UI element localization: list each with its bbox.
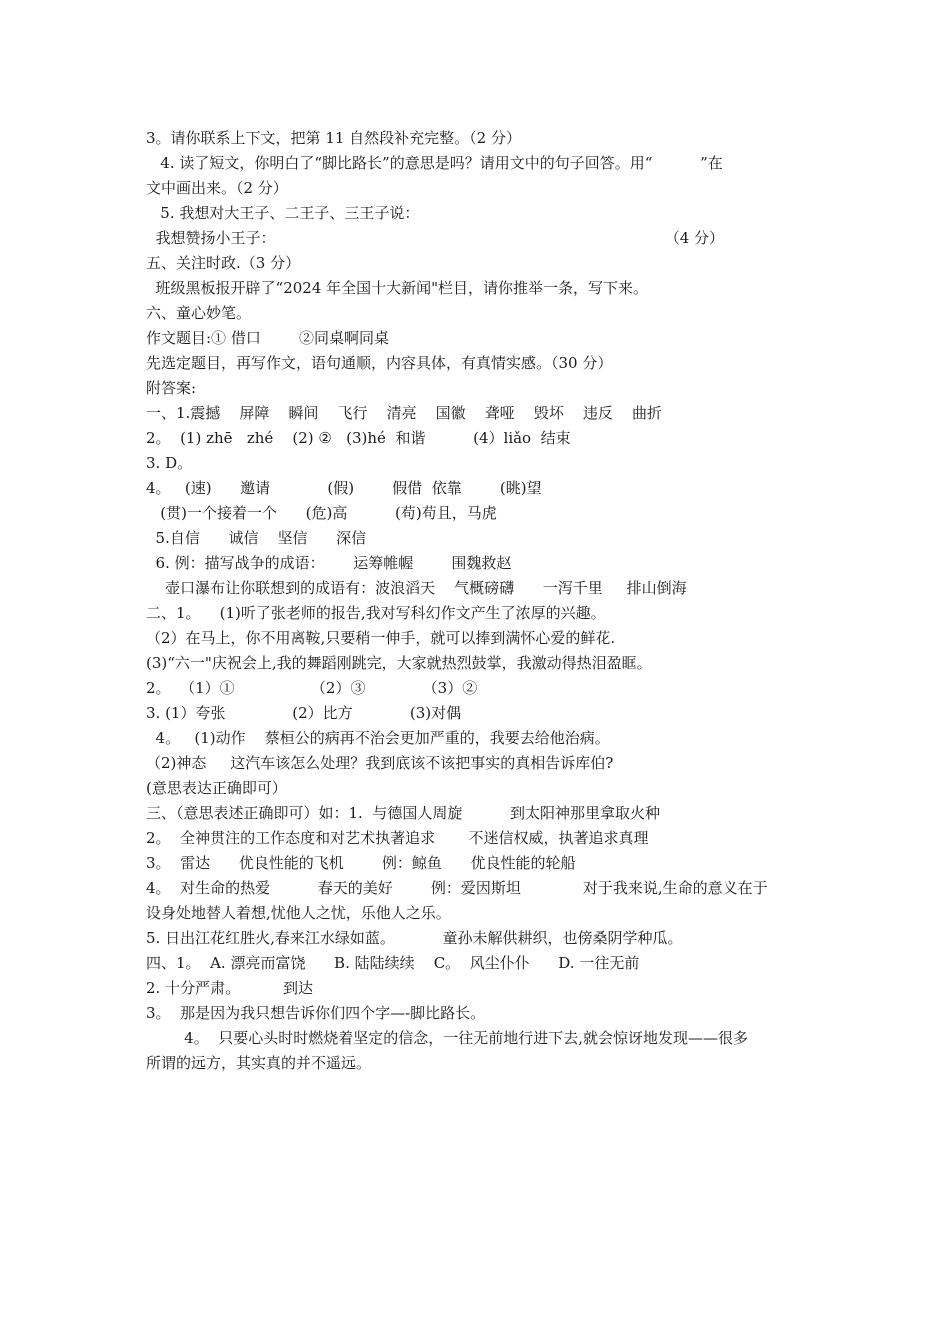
answer-line: 所谓的远方，其实真的并不遥远。 [146, 1054, 372, 1072]
answer-line: 3。 那是因为我只想告诉你们四个字—-脚比路长。 [146, 1004, 486, 1022]
essay-topics: 作文题目:① 借口 ②同桌啊同桌 [146, 329, 389, 347]
answer-line: 6. 例：描写战争的成语： 运筹帷幄 围魏救赵 [146, 554, 512, 572]
answer-line: 三、（意思表述正确即可）如：1. 与德国人周旋 到太阳神那里拿取火种 [146, 804, 661, 822]
answer-line: 2. 十分严肃。 到达 [146, 979, 313, 997]
answer-line: 3. (1）夸张 (2）比方 (3)对偶 [146, 704, 462, 722]
answer-line: 2。 （1）① （2）③ （3）② [146, 679, 478, 697]
answer-line: 2。 (1) zhē zhé (2) ② (3)hé 和谐 (4）liǎo 结束 [146, 429, 571, 447]
answer-line: （2）在马上，你不用离鞍,只要稍一伸手，就可以捧到满怀心爱的鲜花. [146, 629, 616, 647]
answer-line: 设身处地替人着想,忧他人之忧，乐他人之乐。 [146, 904, 451, 922]
answer-line: 3. D。 [146, 454, 193, 472]
answer-line: 4。 只要心头时时燃烧着坚定的信念，一往无前地行进下去,就会惊讶地发现——很多 [146, 1029, 748, 1047]
answer-line: 5. 日出江花红胜火,春来江水绿如蓝。 童孙未解供耕织，也傍桑阴学种瓜。 [146, 929, 683, 947]
answer-line: 4。 对生命的热爱 春天的美好 例：爱因斯坦 对于我来说,生命的意义在于 [146, 879, 768, 897]
answer-line: (贯)一个接着一个 (危)高 (苟)苟且，马虎 [146, 504, 497, 522]
answer-line: 4。 (速) 邀请 (假) 假借 依靠 (眺)望 [146, 479, 542, 497]
essay-instructions: 先选定题目，再写作文，语句通顺，内容具体，有真情实感。（30 分） [146, 354, 613, 372]
answer-line: 四、1。 A. 漂亮而富饶 B. 陆陆续续 C。 风尘仆仆 D. 一往无前 [146, 954, 640, 972]
question-4-continued: 文中画出来。（2 分） [146, 179, 288, 197]
answer-line: 5.自信 诚信 坚信 深信 [146, 529, 367, 547]
question-5-score: （4 分） [664, 229, 724, 247]
section-5-heading: 五、关注时政.（3 分） [146, 254, 301, 272]
question-3-line: 3。请你联系上下文，把第 11 自然段补充完整。（2 分） [146, 129, 521, 147]
answer-line: 壶口瀑布让你联想到的成语有：波浪滔天 气概磅礴 一泻千里 排山倒海 [146, 579, 687, 597]
answer-line: （2)神态 这汽车该怎么处理？我到底该不该把事实的真相告诉库伯? [146, 754, 614, 772]
answer-line: 2。 全神贯注的工作态度和对艺术执著追求 不迷信权威，执著追求真理 [146, 829, 649, 847]
answer-line: 一、1.震撼 屏障 瞬间 飞行 清亮 国徽 聋哑 毁坏 违反 曲折 [146, 404, 662, 422]
question-5-line: 5. 我想对大王子、二王子、三王子说： [146, 204, 420, 222]
section-6-heading: 六、童心妙笔。 [146, 304, 252, 322]
answers-heading: 附答案: [146, 379, 197, 397]
answer-line: 二、1。 (1)听了张老师的报告,我对写科幻作文产生了浓厚的兴趣。 [146, 604, 606, 622]
answer-line: 4。 (1)动作 蔡桓公的病再不治会更加严重的，我要去给他治病。 [146, 729, 610, 747]
answer-line: 3。 雷达 优良性能的飞机 例：鲸鱼 优良性能的轮船 [146, 854, 576, 872]
answer-line: (意思表达正确即可） [146, 779, 287, 797]
section-5-prompt: 班级黑板报开辟了“2024 年全国十大新闻"栏目，请你推举一条，写下来。 [146, 279, 649, 297]
question-4-line: 4. 读了短文，你明白了“脚比路长”的意思是吗？请用文中的句子回答。用“ ”在 [146, 154, 723, 172]
answer-line: (3)“六一"庆祝会上,我的舞蹈刚跳完，大家就热烈鼓掌，我激动得热泪盈眶。 [146, 654, 652, 672]
question-5-praise: 我想赞扬小王子： [146, 229, 276, 247]
